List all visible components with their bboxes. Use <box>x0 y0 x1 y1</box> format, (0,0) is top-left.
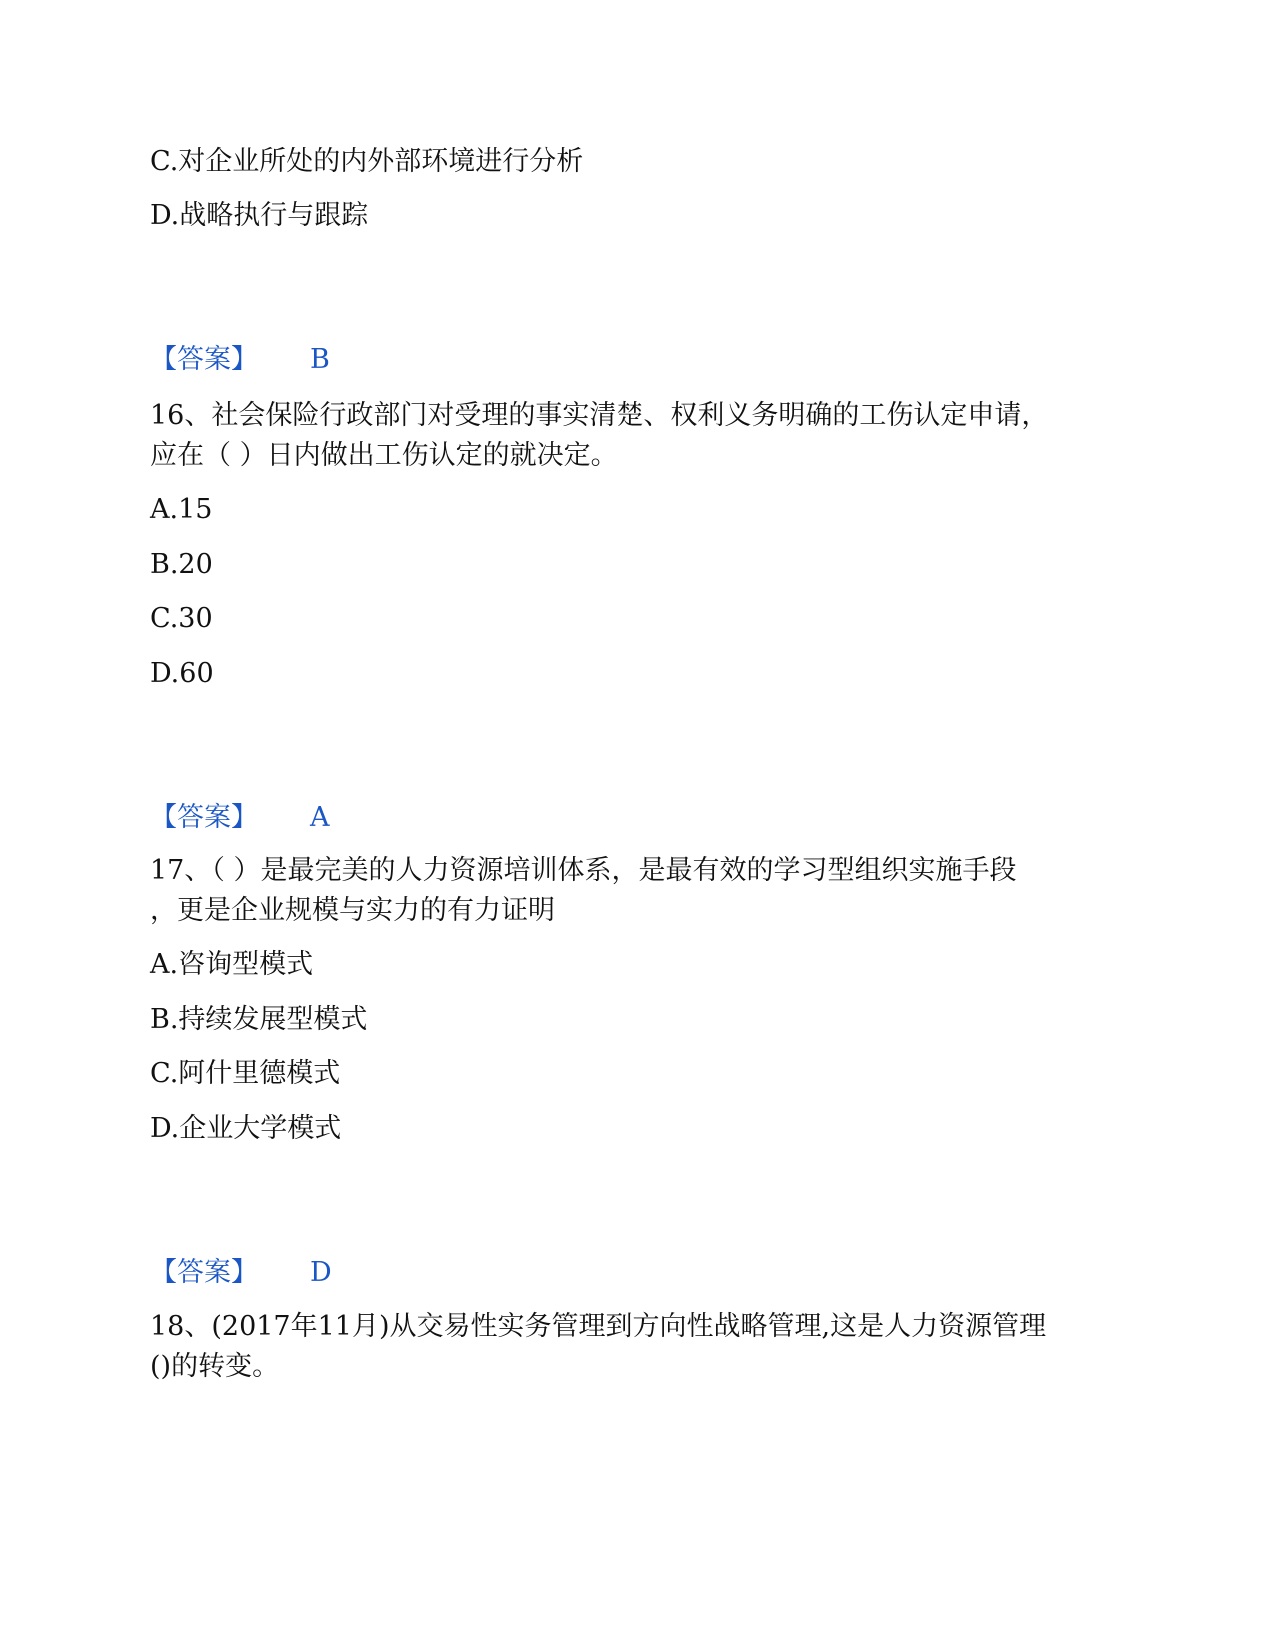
q16-answer-row <box>150 798 330 838</box>
prev-option-d: D.战略执行与跟踪 <box>150 200 369 231</box>
q16-option-c: C.30 <box>150 603 213 634</box>
answer-label: 【答案】 <box>150 1257 258 1288</box>
answer-value: A <box>310 802 330 833</box>
answer-label: 【答案】 <box>150 344 258 375</box>
q16-option-d: D.60 <box>150 658 214 689</box>
q17-option-a: A.咨询型模式 <box>150 949 314 980</box>
q18-stem-line1: 18、(2017年11月)从交易性实务管理到方向性战略管理,这是人力资源管理 <box>150 1311 1047 1342</box>
q17-option-b: B.持续发展型模式 <box>150 1004 368 1035</box>
answer-label: 【答案】 <box>150 802 258 833</box>
q18-stem-line2: ()的转变。 <box>150 1351 280 1382</box>
q17-stem-line1: 17、（ ）是最完美的人力资源培训体系，是最有效的学习型组织实施手段 <box>150 855 1017 886</box>
q16-stem-line1: 16、社会保险行政部门对受理的事实清楚、权利义务明确的工伤认定申请， <box>150 400 1049 431</box>
prev-option-c: C.对企业所处的内外部环境进行分析 <box>150 146 584 177</box>
answer-value: D <box>310 1257 332 1288</box>
q17-option-c: C.阿什里德模式 <box>150 1058 341 1089</box>
q16-stem-line2: 应在（ ）日内做出工伤认定的就决定。 <box>150 440 618 471</box>
q17-option-d: D.企业大学模式 <box>150 1113 342 1144</box>
q16-option-b: B.20 <box>150 549 213 580</box>
answer-value: B <box>310 344 330 375</box>
q17-stem-line2: ，更是企业规模与实力的有力证明 <box>150 895 555 926</box>
q17-answer-row <box>150 1253 332 1293</box>
prev-answer-row <box>150 340 330 380</box>
q16-option-a: A.15 <box>150 494 213 525</box>
